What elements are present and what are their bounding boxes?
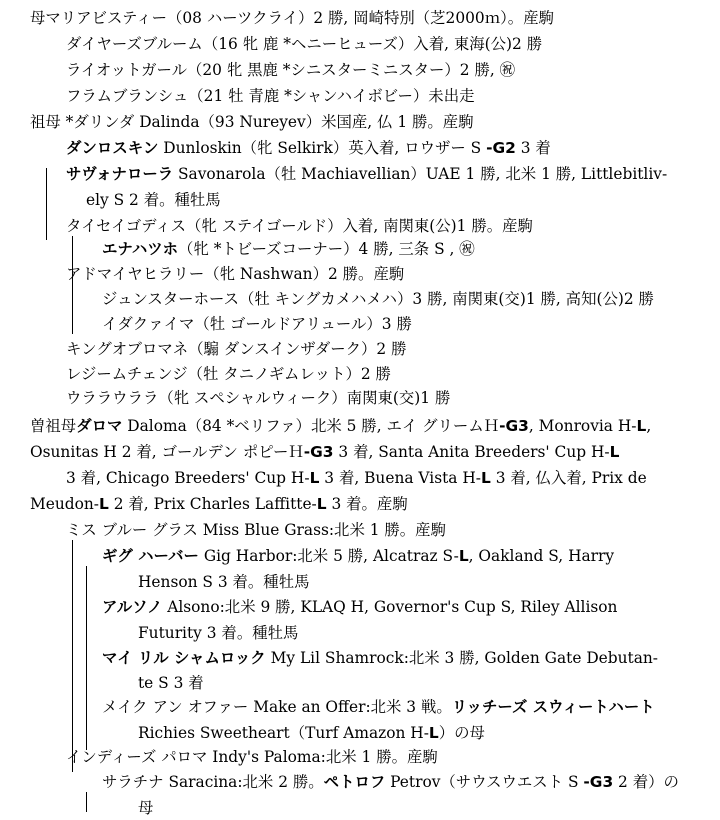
text-line [66,362,391,386]
text-line [102,287,654,311]
horse-name-bold: サヴォナローラ [66,165,174,183]
text-segment: 母マリアビスティー（08 ハーツクライ）2 勝, 岡崎特別（芝2000ｍ）。産駒 [30,9,554,27]
text-segment: （牝 *トビーズコーナー）4 勝, 三条 S , ㊗ [178,240,475,258]
text-segment: , Monrovia H- [528,417,637,435]
text-line [66,337,406,361]
text-segment: Petrov（サウスウエスト S [385,773,584,791]
horse-name-bold: エナハツホ [102,240,179,258]
horse-name-bold: L [309,469,320,487]
pedigree-connector-line [72,286,73,334]
text-segment: ely S 2 着。種牡馬 [86,191,221,209]
text-segment: ジュンスターホース（牡 キングカメハメハ）3 勝, 南関東(交)1 勝, 高知(公)2 勝 [102,290,654,308]
text-line [102,595,617,619]
text-line [30,110,474,134]
text-segment: Henson S 3 着。種牡馬 [138,573,310,591]
text-segment: te S 3 着 [138,674,204,692]
text-segment: 母 [138,799,154,817]
text-segment: アドマイヤヒラリー（牝 Nashwan）2 勝。産駒 [66,265,405,283]
text-segment: メイク アン オファー Make an Offer:北米 3 戦。 [102,698,452,716]
text-line [30,492,408,516]
horse-name-bold: リッチーズ スウィートハート [451,698,655,716]
horse-name-bold: -G3 [303,443,334,461]
text-line [138,621,298,645]
text-segment: 3 着, Chicago Breeders' Cup H- [66,469,310,487]
text-line [66,386,450,410]
horse-name-bold: ギグ ハーバー [102,547,199,565]
horse-name-bold: L [636,417,647,435]
text-line [66,58,515,82]
horse-name-bold: ダンロスキン [66,139,159,157]
text-line [138,721,485,745]
text-segment: インディーズ パロマ Indy's Paloma:北米 1 勝。産駒 [66,748,438,766]
text-segment: ウララウララ（牝 スペシャルウィーク）南関東(交)1 勝 [66,389,451,407]
text-line [30,414,651,438]
horse-name-bold: -G2 [486,139,516,157]
text-segment: 2 着）の [613,773,679,791]
text-line [30,6,554,30]
text-line [102,544,614,568]
text-segment: 祖母 *ダリンダ Dalinda（93 Nureyev）米国産, 仏 1 勝。産駒 [30,113,474,131]
horse-name-bold: L [458,547,469,565]
text-segment: 3 着, Buena Vista H- [319,469,481,487]
text-segment: Richies Sweetheart（Turf Amazon H- [138,724,429,742]
text-line [102,695,655,719]
text-line [66,466,647,490]
text-segment: キングオブロマネ（騸 ダンスインザダーク）2 勝 [66,340,407,358]
pedigree-connector-line [46,168,47,240]
text-segment: Meudon- [30,495,100,513]
text-line [66,745,438,769]
text-line [66,84,474,108]
text-line [66,162,667,186]
text-line [66,262,404,286]
text-line [102,770,679,794]
pedigree-connector-line [86,566,87,750]
text-segment: サラチナ Saracina:北米 2 勝。 [102,773,324,791]
text-segment: フラムブランシュ（21 牡 青鹿 *シャンハイボビー）未出走 [66,87,475,105]
text-segment: Dunloskin（牝 Selkirk）英入着, ロウザー S [158,139,487,157]
horse-name-bold: L [428,724,439,742]
text-segment: My Lil Shamrock:北米 3 勝, Golden Gate Debutan- [265,649,658,667]
text-segment: 3 着 [515,139,551,157]
text-segment: 曽祖母 [30,417,77,435]
text-line [102,312,412,336]
text-segment: タイセイゴディス（牝 ステイゴールド）入着, 南関東(公)1 勝。産駒 [66,217,533,235]
text-segment: Osunitas H 2 着, ゴールデン ポピーＨ [30,443,304,461]
horse-name-bold: ダロマ [76,417,123,435]
horse-name-bold: L [480,469,491,487]
text-segment: , Oakland S, Harry [468,547,615,565]
text-line [30,440,619,464]
horse-name-bold: アルソノ [102,598,163,616]
text-segment: イダクァイマ（牡 ゴールドアリュール）3 勝 [102,315,412,333]
text-segment: 2 着, Prix Charles Laffitte- [108,495,317,513]
text-line [66,214,533,238]
text-segment: 3 着。産駒 [326,495,408,513]
text-segment: , [646,417,652,435]
text-line [138,796,153,820]
horse-name-bold: ペトロフ [323,773,386,791]
pedigree-connector-line [86,792,87,812]
horse-name-bold: L [609,443,620,461]
text-segment: ）の母 [438,724,485,742]
text-line [66,136,551,160]
text-line [66,518,446,542]
text-line [138,671,204,695]
horse-name-bold: -G3 [499,417,529,435]
horse-name-bold: L [316,495,327,513]
text-segment: Alsono:北米 9 勝, KLAQ H, Governor's Cup S, Riley Allison [162,598,618,616]
text-segment: ライオットガール（20 牝 黒鹿 *シニスターミニスター）2 勝, ㊗ [66,61,516,79]
text-segment: Gig Harbor:北米 5 勝, Alcatraz S- [198,547,459,565]
text-segment: 3 着, Santa Anita Breeders' Cup H- [333,443,610,461]
pedigree-connector-line [72,540,73,772]
horse-name-bold: -G3 [583,773,614,791]
text-segment: ダイヤーズブルーム（16 牝 鹿 *ヘニーヒューズ）入着, 東海(公)2 勝 [66,35,543,53]
text-segment: Savonarola（牡 Machiavellian）UAE 1 勝, 北米 1 勝, Littlebitliv- [173,165,668,183]
text-line [86,188,221,212]
text-segment: 3 着, 仏入着, Prix de [490,469,647,487]
text-segment: Futurity 3 着。種牡馬 [138,624,299,642]
text-line [102,237,475,261]
text-line [138,570,309,594]
text-segment: Daloma（84 *ベリファ）北米 5 勝, エイ グリームＨ [122,417,500,435]
text-line [102,646,658,670]
horse-name-bold: L [99,495,109,513]
text-segment: ミス ブルー グラス Miss Blue Grass:北米 1 勝。産駒 [66,521,446,539]
text-line [66,32,542,56]
horse-name-bold: マイ リル シャムロック [102,649,266,667]
text-segment: レジームチェンジ（牡 タニノギムレット）2 勝 [66,365,391,383]
